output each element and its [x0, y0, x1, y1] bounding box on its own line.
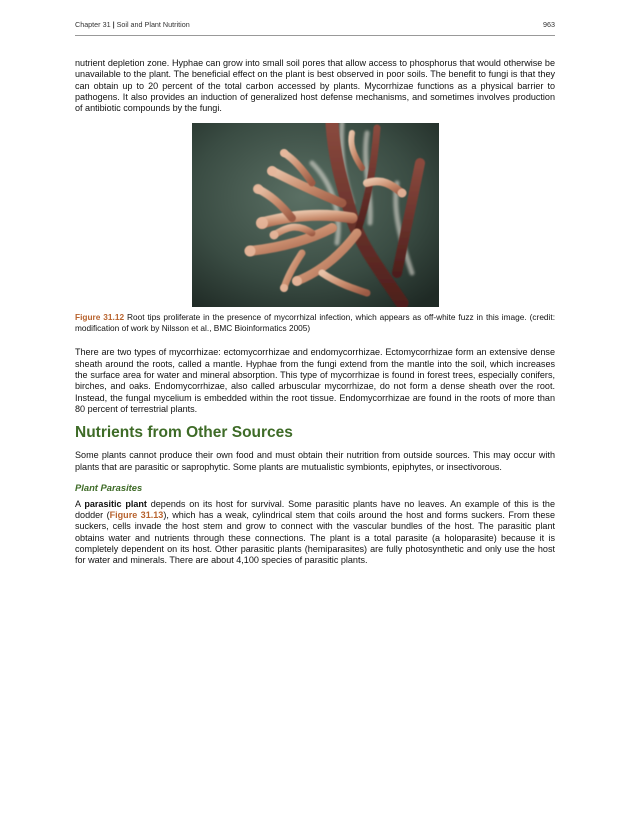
other-sources-paragraph: Some plants cannot produce their own food and must obtain their nutrition from outside sources. This may occur with plants that are parasitic or saprophytic. Some plants are mutualistic symbionts, epiphytes, or insectivorous. — [75, 450, 555, 472]
paragraph-lead: A — [75, 498, 85, 509]
figure-31-12 — [75, 123, 555, 333]
subsection-title: Plant Parasites — [75, 481, 143, 493]
running-head — [75, 20, 190, 29]
header-divider — [75, 35, 555, 36]
page-header — [75, 20, 555, 34]
paragraph-text-2: ), which has a weak, cylindrical stem that coils around the host and forms suckers. From these suckers, cells invade the host stem and grow to connect with the vascular bundles of the host. The parasitic plant obtains water and nutrients through these connections. The plant is a total parasite (a holoparasite) because it is completely dependent on its host. Other parasitic plants (hemiparasites) are fully photosynthetic and only use the host for water and minerals. There are about 4,100 species of parasitic plants. — [75, 510, 555, 566]
chapter-title: Soil and Plant Nutrition — [116, 20, 190, 29]
section-title: Nutrients from Other Sources — [75, 424, 293, 442]
figure-caption-text: Root tips proliferate in the presence of mycorrhizal infection, which appears as off-white fuzz in this image. (credit: modification of work by Nilsson et al., BMC Bioinformatics 2005) — [75, 312, 555, 333]
chapter-number: Chapter 31 — [75, 20, 111, 29]
figure-label: Figure 31.12 — [75, 312, 125, 323]
mycorrhizal-root-photo — [192, 123, 439, 307]
intro-paragraph: nutrient depletion zone. Hyphae can grow into small soil pores that allow access to phosphorus that would otherwise be unavailable to the plant. The beneficial effect on the plant is best observed in poor soils. The benefit to fungi is that they can obtain up to 20 percent of the total carbon accessed by plants. Mycorrhizae functions as a physical barrier to pathogens. It also provides an induction of generalized host defense mechanisms, and sometimes involves production of antibiotic compounds by the fungi. — [75, 58, 555, 114]
page-body — [75, 58, 555, 576]
mycorrhizae-types-paragraph: There are two types of mycorrhizae: ectomycorrhizae and endomycorrhizae. Ectomycorrhizae form an extensive dense sheath around the roots, called a mantle. Hyphae from the fungi extend from the mantle into the soil, which increases the surface area for water and mineral absorption. This type of mycorrhizae is found in forest trees, especially conifers, birches, and oaks. Endomycorrhizae, also called arbuscular mycorrhizae, do not form a dense sheath over the root. Instead, the fungal mycelium is embedded within the root tissue. Endomycorrhizae are found in the roots of more than 80 percent of terrestrial plants. — [75, 347, 555, 414]
page-number: 963 — [543, 20, 555, 29]
figure-reference-link[interactable]: Figure 31.13 — [109, 510, 164, 521]
figure-caption — [75, 312, 555, 333]
parasitic-plants-paragraph — [75, 499, 555, 567]
header-separator: | — [112, 20, 115, 29]
key-term: parasitic plant — [84, 498, 147, 509]
paragraph-text-1: depends on its host for survival. Some parasitic plants have no leaves. An example of this is the dodder ( — [75, 498, 555, 521]
